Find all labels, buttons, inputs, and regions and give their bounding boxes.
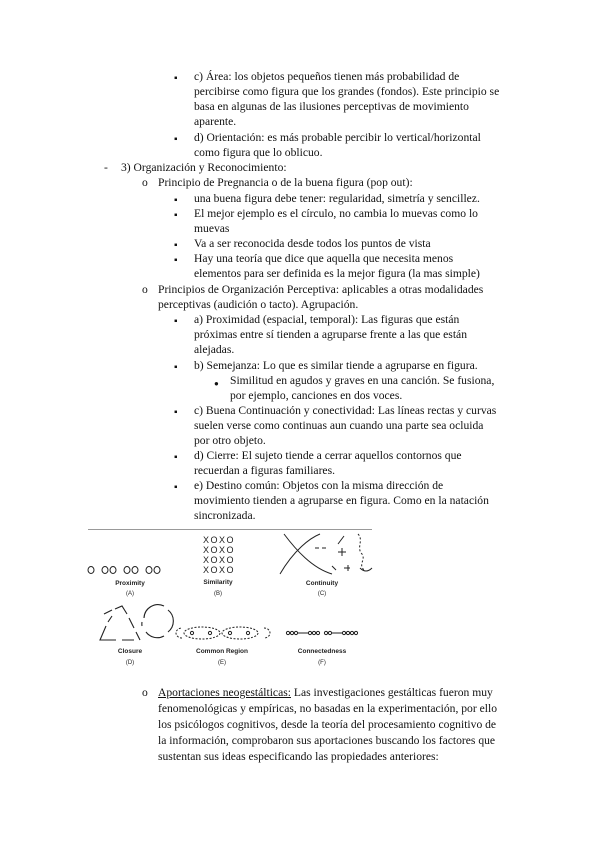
item-text-line: aparente.	[194, 115, 237, 128]
figure-letter-d: (D)	[125, 660, 135, 666]
paragraph-line: los psicólogos cognitivos, desde la teoría del procesamiento cognitivo de	[158, 718, 497, 731]
bullet-icon: ▪	[174, 452, 178, 463]
item-text-line: por ejemplo, canciones en dos voces.	[230, 389, 403, 402]
bullet-icon: ▪	[174, 255, 178, 266]
svg-text:O: O	[226, 535, 234, 545]
paragraph-line: Las investigaciones gestálticas fueron muy	[290, 686, 493, 699]
item-text-line: b) Semejanza: Lo que es similar tiende a agruparse en figura.	[194, 359, 478, 372]
bullet-icon: ▪	[174, 73, 178, 84]
svg-text:X: X	[202, 545, 210, 555]
item-text-line: suelen verse como continuas aun cuando una parte sea ocluida	[194, 419, 484, 432]
aportaciones-title: Aportaciones neogestálticas:	[158, 686, 291, 699]
bullet-icon: ▪	[174, 134, 178, 145]
closure-illustration	[100, 605, 173, 640]
figure-letter-f: (F)	[318, 660, 326, 666]
item-text-line: a) Proximidad (espacial, temporal): Las figuras que están	[194, 313, 460, 326]
item-text-line: e) Destino común: Objetos con la misma dirección de	[194, 479, 444, 492]
figure-letter-a: (A)	[126, 591, 134, 597]
paragraph-line: la información, comprobaron sus aportaciones buscando los factores que	[158, 734, 496, 747]
dot-bullet-icon: ●	[214, 379, 219, 388]
item-text-line: Va a ser reconocida desde todos los puntos de vista	[194, 237, 431, 250]
section-title: 3) Organización y Reconocimiento:	[121, 161, 287, 174]
item-text-line: basa en algunas de las ilusiones perceptivas de movimiento	[194, 100, 469, 113]
item-text-line: percibirse como figura que los grandes (fondos). Este principio se	[194, 85, 500, 98]
item-text-line: por otro objeto.	[194, 434, 266, 447]
item-text-line: alejadas.	[194, 343, 235, 356]
common-region-illustration	[176, 627, 270, 639]
paragraph-line: sustentan sus ideas especificando las propiedades anteriores:	[158, 750, 439, 763]
bullet-icon: ▪	[174, 240, 178, 251]
circle-bullet-icon: o	[142, 283, 148, 296]
proximity-illustration	[88, 567, 160, 574]
paragraph-line: fenomenológicas y empíricas, no basadas en la experimentación, por ello	[158, 702, 497, 715]
item-text-line: como figura que lo oblicuo.	[194, 146, 323, 159]
svg-text:O: O	[210, 565, 218, 575]
svg-text:O: O	[210, 535, 218, 545]
connectedness-illustration	[286, 631, 357, 634]
svg-text:O: O	[226, 545, 234, 555]
svg-text:O: O	[210, 555, 218, 565]
subsection-title: Principios de Organización Perceptiva: aplicables a otras modalidades	[158, 283, 484, 296]
figure-label-common-region: Common Region	[196, 648, 248, 655]
svg-text:X: X	[202, 565, 210, 575]
item-text-line: recuerdan a figuras familiares.	[194, 464, 335, 477]
item-text-line: movimiento tienden a agruparse en figura. Como en la natación	[194, 494, 489, 507]
svg-text:X: X	[218, 555, 226, 565]
dash-bullet: -	[104, 161, 108, 174]
figure-label-connectedness: Connectedness	[297, 648, 347, 655]
item-text-line: d) Cierre: El sujeto tiende a cerrar aquellos contornos que	[194, 449, 462, 462]
item-text-line: sincronizada.	[194, 509, 256, 522]
bullet-icon: ▪	[174, 316, 178, 327]
svg-text:O: O	[210, 545, 218, 555]
gestalt-principles-figure	[82, 530, 382, 670]
item-text-line: Similitud en agudos y graves en una canción. Se fusiona,	[230, 374, 495, 387]
item-text-line: El mejor ejemplo es el círculo, no cambia lo muevas como lo	[194, 207, 478, 220]
item-text-line: una buena figura debe tener: regularidad, simetría y sencillez.	[194, 192, 480, 205]
circle-bullet-icon: o	[142, 176, 148, 189]
figure-label-proximity: Proximity	[115, 580, 145, 587]
svg-text:X: X	[202, 555, 210, 565]
svg-text:X: X	[202, 535, 210, 545]
item-text-line: próximas entre sí tienden a agruparse frente a las que están	[194, 328, 467, 341]
subsection-title: Principio de Pregnancia o de la buena figura (pop out):	[158, 176, 413, 189]
continuity-illustration	[280, 534, 372, 574]
bullet-icon: ▪	[174, 195, 178, 206]
item-text-line: muevas	[194, 222, 230, 235]
svg-text:X: X	[218, 535, 226, 545]
bullet-icon: ▪	[174, 362, 178, 373]
svg-text:X: X	[218, 545, 226, 555]
bullet-icon: ▪	[174, 482, 178, 493]
item-text-line: Hay una teoría que dice que aquella que necesita menos	[194, 252, 454, 265]
figure-letter-c: (C)	[317, 591, 327, 597]
similarity-illustration	[203, 535, 234, 575]
svg-text:O: O	[226, 555, 234, 565]
figure-label-similarity: Similarity	[203, 579, 233, 586]
item-text-line: d) Orientación: es más probable percibir lo vertical/horizontal	[194, 131, 481, 144]
item-text-line: elementos para ser definida es la mejor figura (la mas simple)	[194, 267, 480, 280]
figure-label-continuity: Continuity	[305, 580, 339, 587]
figure-letter-b: (B)	[214, 591, 222, 597]
bullet-icon: ▪	[174, 210, 178, 221]
item-text-line: c) Área: los objetos pequeños tienen más probabilidad de	[194, 70, 460, 83]
circle-bullet-icon: o	[142, 686, 148, 699]
svg-text:O: O	[226, 565, 234, 575]
item-text-line: c) Buena Continuación y conectividad: Las líneas rectas y curvas	[194, 404, 497, 417]
figure-label-closure: Closure	[117, 648, 143, 655]
svg-text:X: X	[218, 565, 226, 575]
bullet-icon: ▪	[174, 407, 178, 418]
subsection-title: perceptivas (audición o tacto). Agrupación.	[158, 298, 359, 311]
figure-letter-e: (E)	[218, 660, 226, 666]
